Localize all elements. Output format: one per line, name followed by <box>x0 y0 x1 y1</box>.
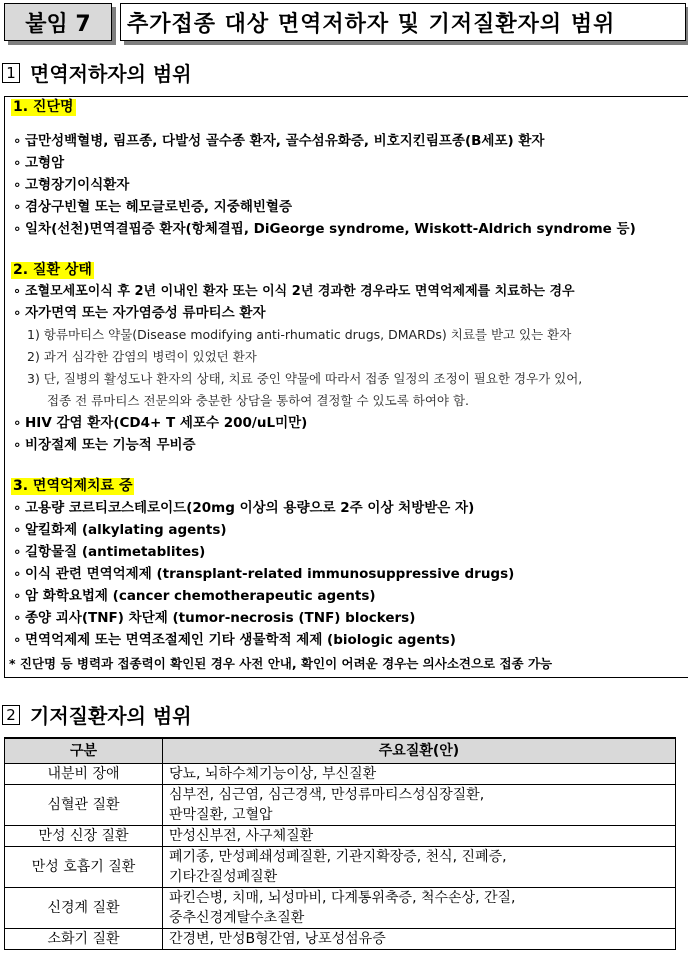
diseases-cell: 간경변, 만성B형간염, 낭포성섬유증 <box>163 929 676 950</box>
sub-item: 2) 과거 심각한 감염의 병력이 있었던 환자 <box>27 349 257 364</box>
condition-heading: 2. 질환 상태 <box>13 262 92 278</box>
list-item: ∘ 암 화학요법제 (cancer chemotherapeutic agents) <box>13 588 376 604</box>
table-row <box>5 929 676 950</box>
category-cell: 소화기 질환 <box>5 929 163 950</box>
category-cell: 만성 호흡기 질환 <box>5 847 163 888</box>
section1-number: 1 <box>2 63 20 83</box>
section1-title-text: 면역저하자의 범위 <box>30 62 192 86</box>
category-cell: 내분비 장애 <box>5 764 163 785</box>
list-item: ∘ 자가면역 또는 자가염증성 류마티스 환자 <box>13 305 266 321</box>
diseases-cell: 당뇨, 뇌하수체기능이상, 부신질환 <box>163 764 676 785</box>
column-header-category: 구분 <box>5 738 163 764</box>
list-item: ∘ 급만성백혈병, 림프종, 다발성 골수종 환자, 골수섬유화증, 비호지킨림프종(B세포) 환자 <box>13 133 545 149</box>
footnote: * 진단명 등 병력과 접종력이 확인된 경우 사전 안내, 확인이 어려운 경우는 의사소견으로 접종 가능 <box>9 656 553 671</box>
diseases-cell: 폐기종, 만성폐쇄성폐질환, 기관지확장증, 천식, 진폐증, 기타간질성폐질환 <box>163 847 676 888</box>
table-row <box>5 826 676 847</box>
list-item: ∘ 면역억제제 또는 면역조절제인 기타 생물학적 제제 (biologic agents) <box>13 632 456 648</box>
table-row <box>5 785 676 826</box>
diseases-cell: 파킨슨병, 치매, 뇌성마비, 다계통위축증, 척수손상, 간질, 중추신경계탈수초질환 <box>163 888 676 929</box>
section2-title <box>2 700 192 729</box>
sub-item: 3) 단, 질병의 활성도나 환자의 상태, 치료 중인 약물에 따라서 접종 일정의 조정이 필요한 경우가 있어, <box>27 371 583 386</box>
diagnosis-heading: 1. 진단명 <box>13 99 74 115</box>
treatment-heading: 3. 면역억제치료 중 <box>13 478 133 494</box>
category-cell: 심혈관 질환 <box>5 785 163 826</box>
list-item: ∘ 고용량 코르티코스테로이드(20mg 이상의 용량으로 2주 이상 처방받은 자) <box>13 500 475 516</box>
list-item: ∘ 알킬화제 (alkylating agents) <box>13 522 227 538</box>
appendix-tag: 붙임 7 <box>4 3 112 41</box>
sub-item: 1) 항류마티스 약물(Disease modifying anti-rhumatic drugs, DMARDs) 치료를 받고 있는 환자 <box>27 327 572 342</box>
section2-number: 2 <box>2 705 20 725</box>
table-header-row <box>5 738 676 764</box>
immunocompromised-box <box>4 96 688 678</box>
list-item: ∘ 길항물질 (antimetablites) <box>13 544 206 560</box>
page-header <box>0 3 688 43</box>
sub-item-continued: 접종 전 류마티스 전문의와 충분한 상담을 통하여 결정할 수 있도록 하여야 함. <box>47 393 470 408</box>
table-row <box>5 847 676 888</box>
diseases-cell: 심부전, 심근염, 심근경색, 만성류마티스성심장질환, 판막질환, 고혈압 <box>163 785 676 826</box>
list-item: ∘ 비장절제 또는 기능적 무비증 <box>13 437 196 453</box>
list-item: ∘ 겸상구빈혈 또는 헤모글로빈증, 지중해빈혈증 <box>13 199 293 215</box>
list-item: ∘ 조혈모세포이식 후 2년 이내인 환자 또는 이식 2년 경과한 경우라도 면역억제제를 치료하는 경우 <box>13 284 575 299</box>
list-item: ∘ HIV 감염 환자(CD4+ T 세포수 200/uL미만) <box>13 415 308 431</box>
list-item: ∘ 종양 괴사(TNF) 차단제 (tumor-necrosis (TNF) blockers) <box>13 610 416 626</box>
column-header-diseases: 주요질환(안) <box>163 738 676 764</box>
list-item: ∘ 이식 관련 면역억제제 (transplant-related immunosuppressive drugs) <box>13 566 515 582</box>
table-row <box>5 888 676 929</box>
table-row <box>5 764 676 785</box>
list-item: ∘ 고형장기이식환자 <box>13 177 130 193</box>
underlying-disease-table <box>4 737 676 950</box>
list-item: ∘ 고형암 <box>13 155 65 171</box>
diseases-cell: 만성신부전, 사구체질환 <box>163 826 676 847</box>
category-cell: 신경계 질환 <box>5 888 163 929</box>
page-title: 추가접종 대상 면역저하자 및 기저질환자의 범위 <box>120 3 686 41</box>
section2-title-text: 기저질환자의 범위 <box>30 704 192 728</box>
section1-title <box>2 58 192 87</box>
list-item: ∘ 일차(선천)면역결핍증 환자(항체결핍, DiGeorge syndrome, Wiskott-Aldrich syndrome 등) <box>13 221 636 237</box>
category-cell: 만성 신장 질환 <box>5 826 163 847</box>
